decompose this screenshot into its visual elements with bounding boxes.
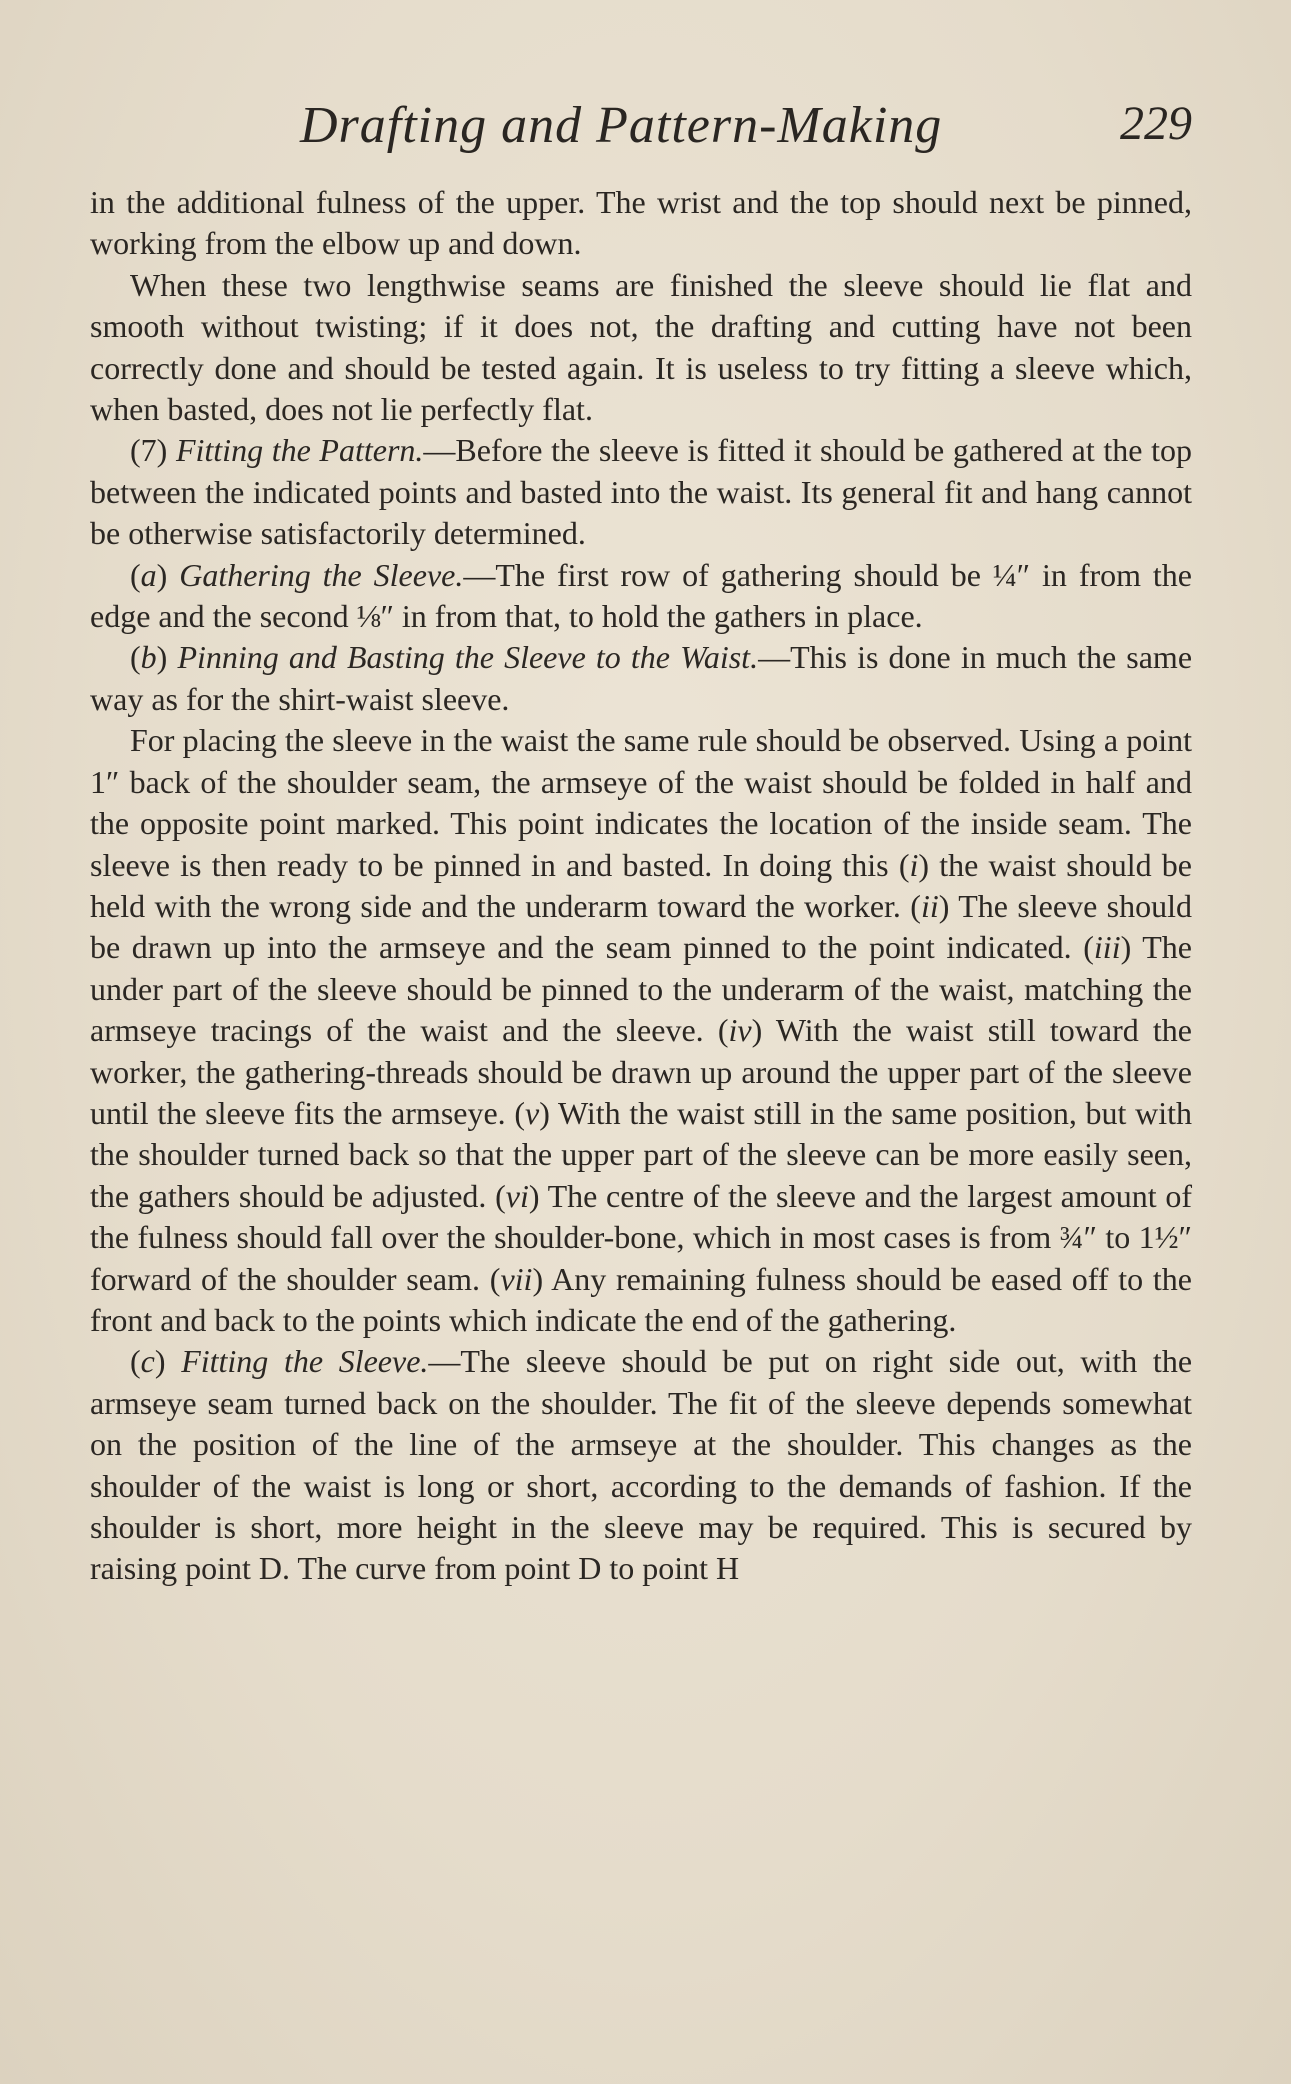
text-run: (7) [130, 432, 176, 469]
text-run: ( [130, 556, 141, 593]
text-run: ) With the waist still toward the worker, the gathering-threads should be drawn up around the upper part of the sleeve until the sleeve fits the armseye. ( [90, 1012, 1192, 1131]
paragraph [90, 430, 1192, 554]
italic-text-run: iv [728, 1012, 752, 1049]
italic-text-run: i [909, 846, 919, 883]
text-run: —The first row of gathering should be ¼″ in from the edge and the second ⅛″ in from that, to hold the gathers in place. [90, 556, 1193, 635]
running-title: Drafting and Pattern-Making [300, 97, 943, 154]
text-run: —This is done in much the same way as for the shirt-waist sleeve. [90, 639, 1193, 717]
text-run: ( [130, 639, 141, 676]
text-run: When these two lengthwise seams are finished the sleeve should lie flat and smooth without twisting; if it does not, the drafting and cutting have not been correctly done and should be tested again. It is useless to try fitting a sleeve which, when basted, does not lie perfectly flat. [90, 266, 1192, 428]
text-run: ) Any remaining fulness should be eased off to the front and back to the points which indicate the end of the gathering. [90, 1260, 1193, 1338]
page-number: 229 [1120, 97, 1192, 150]
italic-text-run: vii [500, 1260, 533, 1297]
paragraph [90, 637, 1192, 720]
italic-text-run: v [525, 1094, 540, 1131]
text-run: ) The sleeve should be drawn up into the armseye and the seam pinned to the point indicated. ( [90, 887, 1193, 966]
paragraph [90, 1341, 1192, 1589]
italic-text-run: Pinning and Basting the Sleeve to the Waist. [177, 639, 759, 676]
text-run: in the additional fulness of the upper. The wrist and the top should next be pinned, working from the elbow up and down. [90, 184, 1192, 262]
paragraph [90, 555, 1192, 638]
text-run: —The sleeve should be put on right side out, with the armseye seam turned back on the shoulder. The fit of the sleeve depends somewhat on the position of the line of the armseye at the shoulder. This changes as the shoulder of the waist is long or short, according to the demands of fashion. If the shoulder is short, more height in the sleeve may be required. This is secured by raising point D. The curve from point D to point H [90, 1343, 1193, 1587]
italic-text-run: b [140, 639, 157, 676]
italic-text-run: Gathering the Sleeve. [179, 556, 464, 593]
italic-text-run: c [140, 1343, 155, 1380]
text-run: ) the waist should be held with the wrong side and the underarm toward the worker. ( [90, 846, 1193, 924]
italic-text-run: ii [920, 887, 939, 924]
paragraph [90, 265, 1192, 431]
italic-text-run: Fitting the Pattern. [175, 432, 424, 469]
text-run: For placing the sleeve in the waist the same rule should be observed. Using a point 1″ back of the shoulder seam, the armseye of the waist should be folded in half and the opposite point marked. This point indicates the location of the inside seam. The sleeve is then ready to be pinned in and basted. In doing this ( [90, 722, 1192, 883]
text-run: ) The centre of the sleeve and the largest amount of the fulness should fall over the shoulder-bone, which in most cases is from ¾″ to 1½″ forward of the shoulder seam. ( [90, 1177, 1192, 1297]
paragraph [90, 182, 1192, 265]
text-run: —Before the sleeve is fitted it should be gathered at the top between the indicated points and basted into the waist. Its general fit and hang cannot be otherwise satisfactorily determined. [90, 432, 1193, 552]
italic-text-run: a [140, 556, 157, 593]
paragraph [90, 720, 1192, 1341]
text-run: ( [130, 1343, 141, 1380]
running-head [90, 96, 1192, 156]
body-text [90, 182, 1192, 1590]
text-run: ) The under part of the sleeve should be pinned to the underarm of the waist, matching the armseye tracings of the waist and the sleeve. ( [90, 929, 1193, 1049]
italic-text-run: Fitting the Sleeve. [181, 1343, 429, 1380]
italic-text-run: vi [505, 1177, 529, 1214]
text-run: ) [154, 1343, 182, 1380]
text-run: ) [156, 556, 180, 593]
text-run: ) With the waist still in the same position, but with the shoulder turned back so that the upper part of the sleeve can be more easily seen, the gathers should be adjusted. ( [90, 1094, 1192, 1214]
text-run: ) [156, 639, 178, 676]
italic-text-run: iii [1093, 929, 1121, 966]
